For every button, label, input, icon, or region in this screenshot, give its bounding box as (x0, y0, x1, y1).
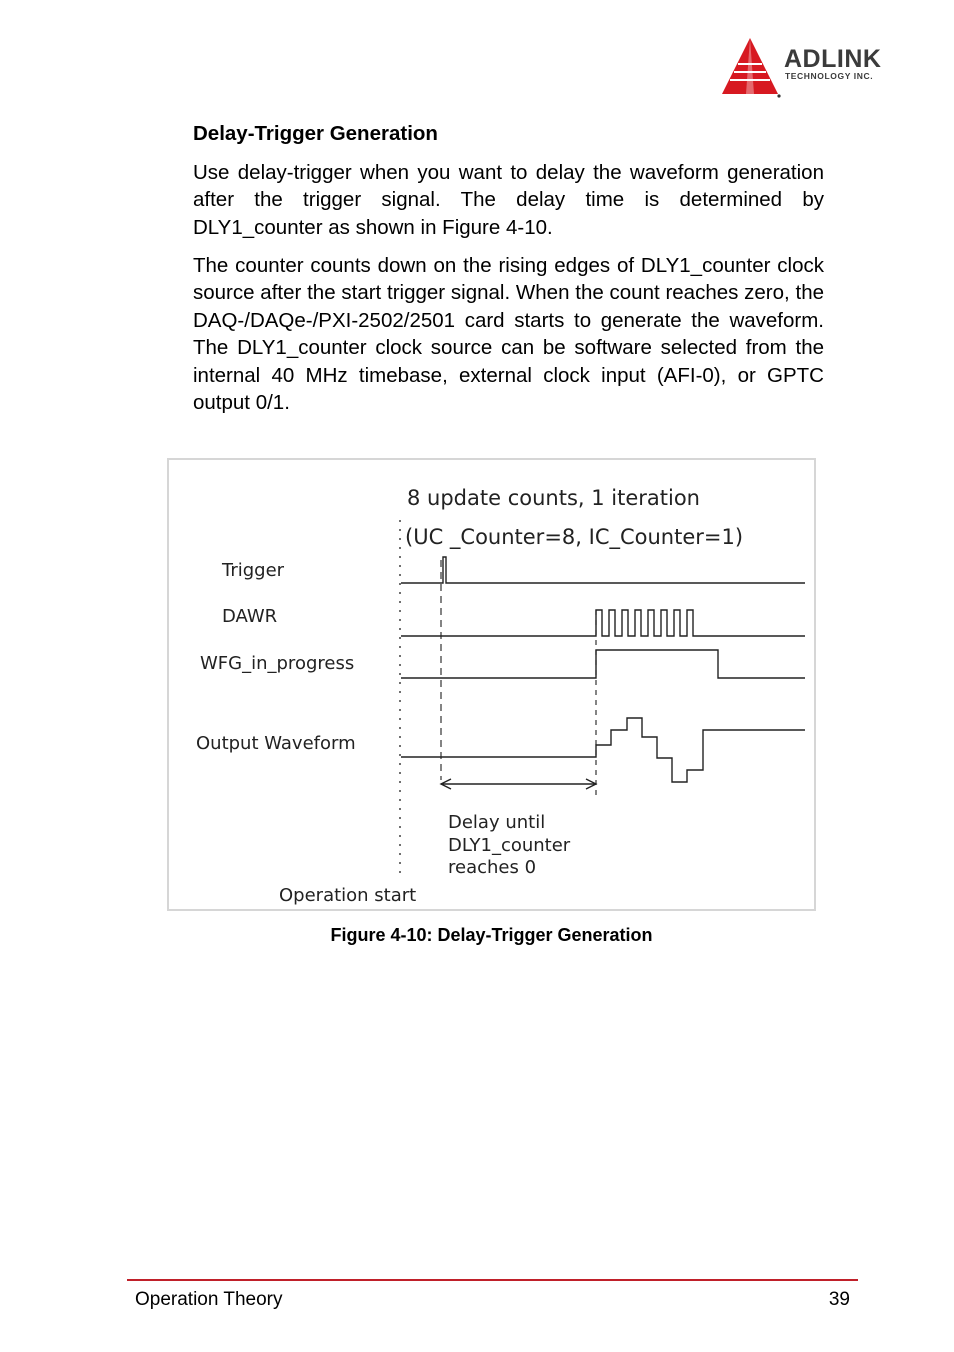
timing-diagram (169, 460, 814, 909)
signal-label-output: Output Waveform (196, 733, 356, 754)
logo-subtitle: TECHNOLOGY INC. (785, 71, 874, 81)
logo-wordmark: ADLINK (784, 45, 882, 73)
trigger-waveform (401, 557, 805, 583)
diagram-header-line1: 8 update counts, 1 iteration (407, 486, 700, 510)
signal-label-trigger: Trigger (222, 560, 285, 581)
footer-section-name: Operation Theory (135, 1289, 283, 1310)
wfg-waveform (401, 650, 805, 678)
figure-caption: Figure 4-10: Delay-Trigger Generation (330, 925, 653, 945)
output-waveform (401, 718, 805, 782)
section-title: Delay-Trigger Generation (193, 122, 438, 145)
timing-diagram-figure (167, 458, 816, 911)
adlink-triangle-logo-icon (718, 36, 782, 100)
delay-label-line2: DLY1_counter (448, 835, 571, 856)
dawr-waveform (401, 610, 805, 636)
delay-label-line1: Delay until (448, 812, 546, 833)
body-paragraph-2: The counter counts down on the rising edges of DLY1_counter clock source after the start trigger signal. When the count reaches zero, the DAQ-/DAQe-/PXI-2502/2501 card starts to generate the waveform. The DLY1_counter clock source can be software selected from the internal 40 MHz timebase, external clock input (AFI-0), or GPTC output 0/1. (193, 254, 824, 415)
diagram-header-line2: (UC _Counter=8, IC_Counter=1) (405, 525, 744, 549)
operation-start-label: Operation start (279, 885, 417, 906)
footer-divider (127, 1279, 858, 1281)
signal-label-dawr: DAWR (222, 606, 278, 627)
adlink-logo (718, 36, 918, 100)
delay-label-line3: reaches 0 (448, 857, 537, 878)
signal-label-wfg: WFG_in_progress (200, 653, 355, 674)
footer-page-number: 39 (828, 1289, 850, 1310)
body-paragraph-1: Use delay-trigger when you want to delay the waveform generation after the trigger signal. The delay time is determined by DLY1_counter as shown in Figure 4-10. (193, 161, 824, 239)
